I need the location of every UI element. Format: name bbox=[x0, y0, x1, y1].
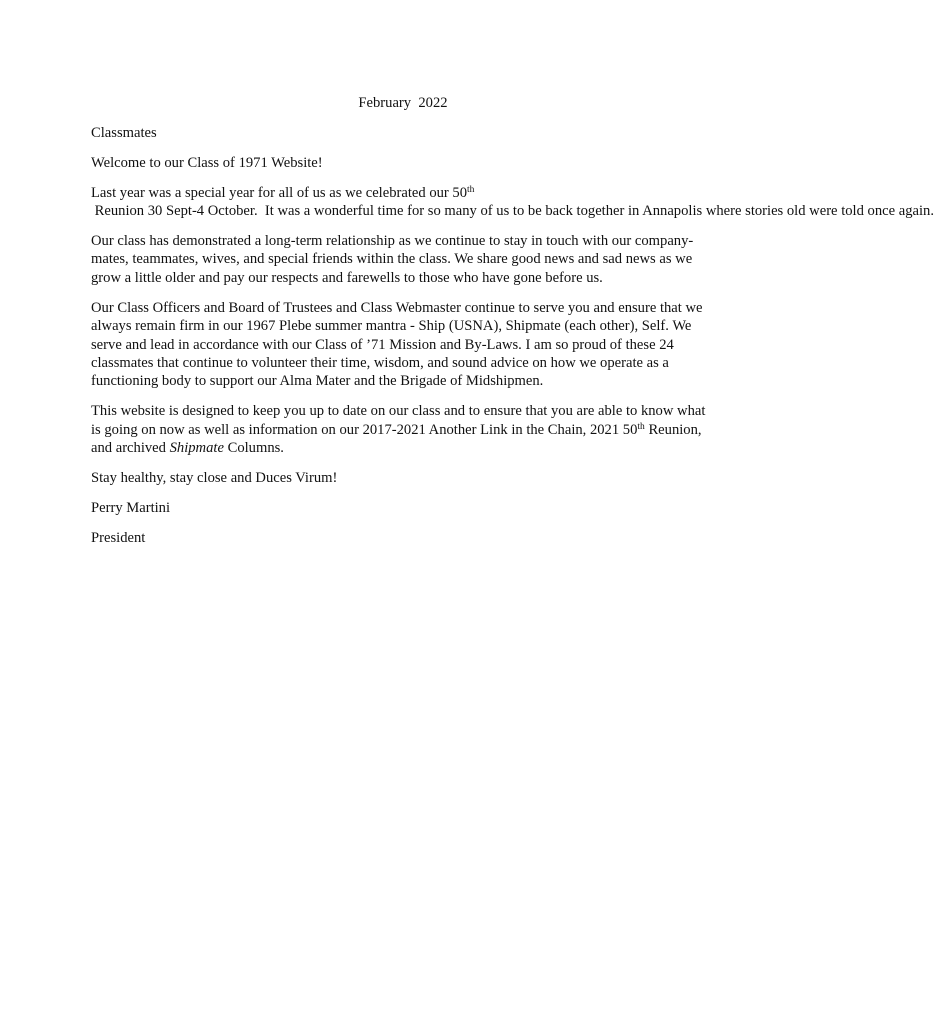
shipmate-italic: Shipmate bbox=[169, 440, 224, 457]
paragraph-relationship: Our class has demonstrated a long-term relationship as we continue to stay in touch with our company-mates, teammates, wives, and special friends within the class. We share good news and sad news as we grow a little older and pay our respects and farewells to those who have gone before us. bbox=[91, 233, 694, 286]
signer-title: President bbox=[91, 529, 146, 546]
salutation: Classmates bbox=[91, 124, 157, 141]
ordinal-suffix: th bbox=[637, 421, 645, 432]
signer-name: Perry Martini bbox=[91, 499, 171, 516]
paragraph-reunion-part-b: Reunion 30 Sept-4 October. It was a wonderful time for so many of us to be back together in Annapolis where stories old were told once again. bbox=[91, 203, 934, 220]
paragraph-website bbox=[91, 402, 709, 457]
letter-body bbox=[91, 94, 934, 559]
paragraph-officers: Our Class Officers and Board of Trustees and Class Webmaster continue to serve you and ensure that we always remain firm in our 1967 Plebe summer mantra - Ship (USNA), Shipmate (each other), Self. We serve and lead in accordance with our Class of ’71 Mission and By-Laws. I am so proud of these 24 classmates that continue to volunteer their time, wisdom, and sound advice on how we operate as a functioning body to support our Alma Mater and the Brigade of Midshipmen. bbox=[91, 299, 703, 390]
welcome-line: Welcome to our Class of 1971 Website! bbox=[91, 154, 323, 171]
ordinal-suffix: th bbox=[467, 184, 475, 195]
paragraph-reunion bbox=[91, 184, 934, 221]
paragraph-website-part-b: Reunion, and archived bbox=[91, 421, 702, 457]
paragraph-website-part-a: This website is designed to keep you up to date on our class and to ensure that you are able to know what is going on now as well as information on our 2017-2021 Another Link in the Chain, 2021 50 bbox=[91, 403, 706, 438]
paragraph-reunion-part-a: Last year was a special year for all of us as we celebrated our 50 bbox=[91, 184, 468, 201]
closing-line: Stay healthy, stay close and Duces Virum! bbox=[91, 470, 338, 486]
letter-date: February 2022 bbox=[358, 95, 448, 111]
paragraph-website-part-c: Columns. bbox=[223, 440, 284, 457]
